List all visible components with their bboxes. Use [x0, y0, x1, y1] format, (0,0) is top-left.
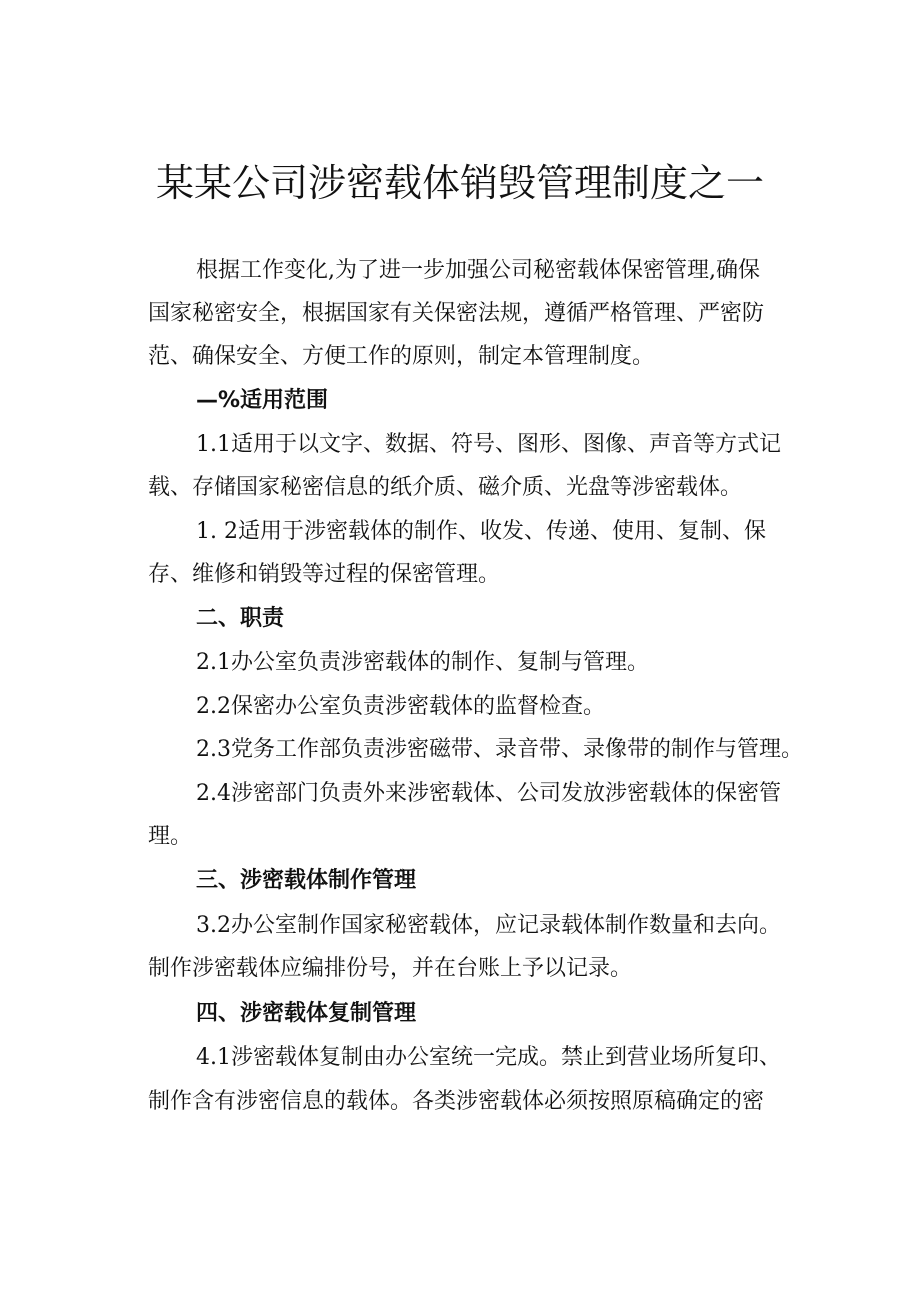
clause-2-1: 2.1办公室负责涉密载体的制作、复制与管理。 — [196, 650, 649, 675]
clause-2-2: 2.2保密办公室负责涉密载体的监督检查。 — [196, 694, 605, 719]
clause-2-4-line-2: 理。 — [148, 824, 193, 849]
section-heading-copying: 四、涉密载体复制管理 — [196, 1001, 417, 1026]
clause-2-3: 2.3党务工作部负责涉密磁带、录音带、录像带的制作与管理。 — [196, 737, 803, 762]
paragraph-intro-line-2: 国家秘密安全，根据国家有关保密法规，遵循严格管理、严密防 — [148, 301, 765, 326]
clause-1-1-line-2: 载、存储国家秘密信息的纸介质、磁介质、光盘等涉密载体。 — [148, 475, 743, 500]
clause-1-1-line-1: 1.1适用于以文字、数据、符号、图形、图像、声音等方式记 — [196, 432, 781, 457]
paragraph-intro-line-3: 范、确保安全、方便工作的原则，制定本管理制度。 — [148, 344, 655, 369]
clause-3-2-line-1: 3.2办公室制作国家秘密载体，应记录载体制作数量和去向。 — [196, 913, 781, 938]
document-title: 某某公司涉密载体销毁管理制度之一 — [155, 161, 764, 205]
paragraph-intro-line-1: 根据工作变化,为了进一步加强公司秘密载体保密管理,确保 — [196, 258, 760, 283]
clause-3-2-line-2: 制作涉密载体应编排份号，并在台账上予以记录。 — [148, 956, 633, 981]
section-heading-duties: 二、职责 — [196, 606, 285, 631]
clause-2-4-line-1: 2.4涉密部门负责外来涉密载体、公司发放涉密载体的保密管 — [196, 781, 781, 806]
section-heading-production: 三、涉密载体制作管理 — [196, 868, 417, 893]
section-heading-scope: —%适用范围 — [196, 388, 329, 413]
clause-4-1-line-1: 4.1涉密载体复制由办公室统一完成。禁止到营业场所复印、 — [196, 1045, 781, 1070]
clause-1-2-line-2: 存、维修和销毁等过程的保密管理。 — [148, 562, 501, 587]
clause-1-2-line-1: 1. 2适用于涉密载体的制作、收发、传递、使用、复制、保 — [196, 519, 766, 544]
clause-4-1-line-2: 制作含有涉密信息的载体。各类涉密载体必须按照原稿确定的密 — [148, 1089, 765, 1114]
